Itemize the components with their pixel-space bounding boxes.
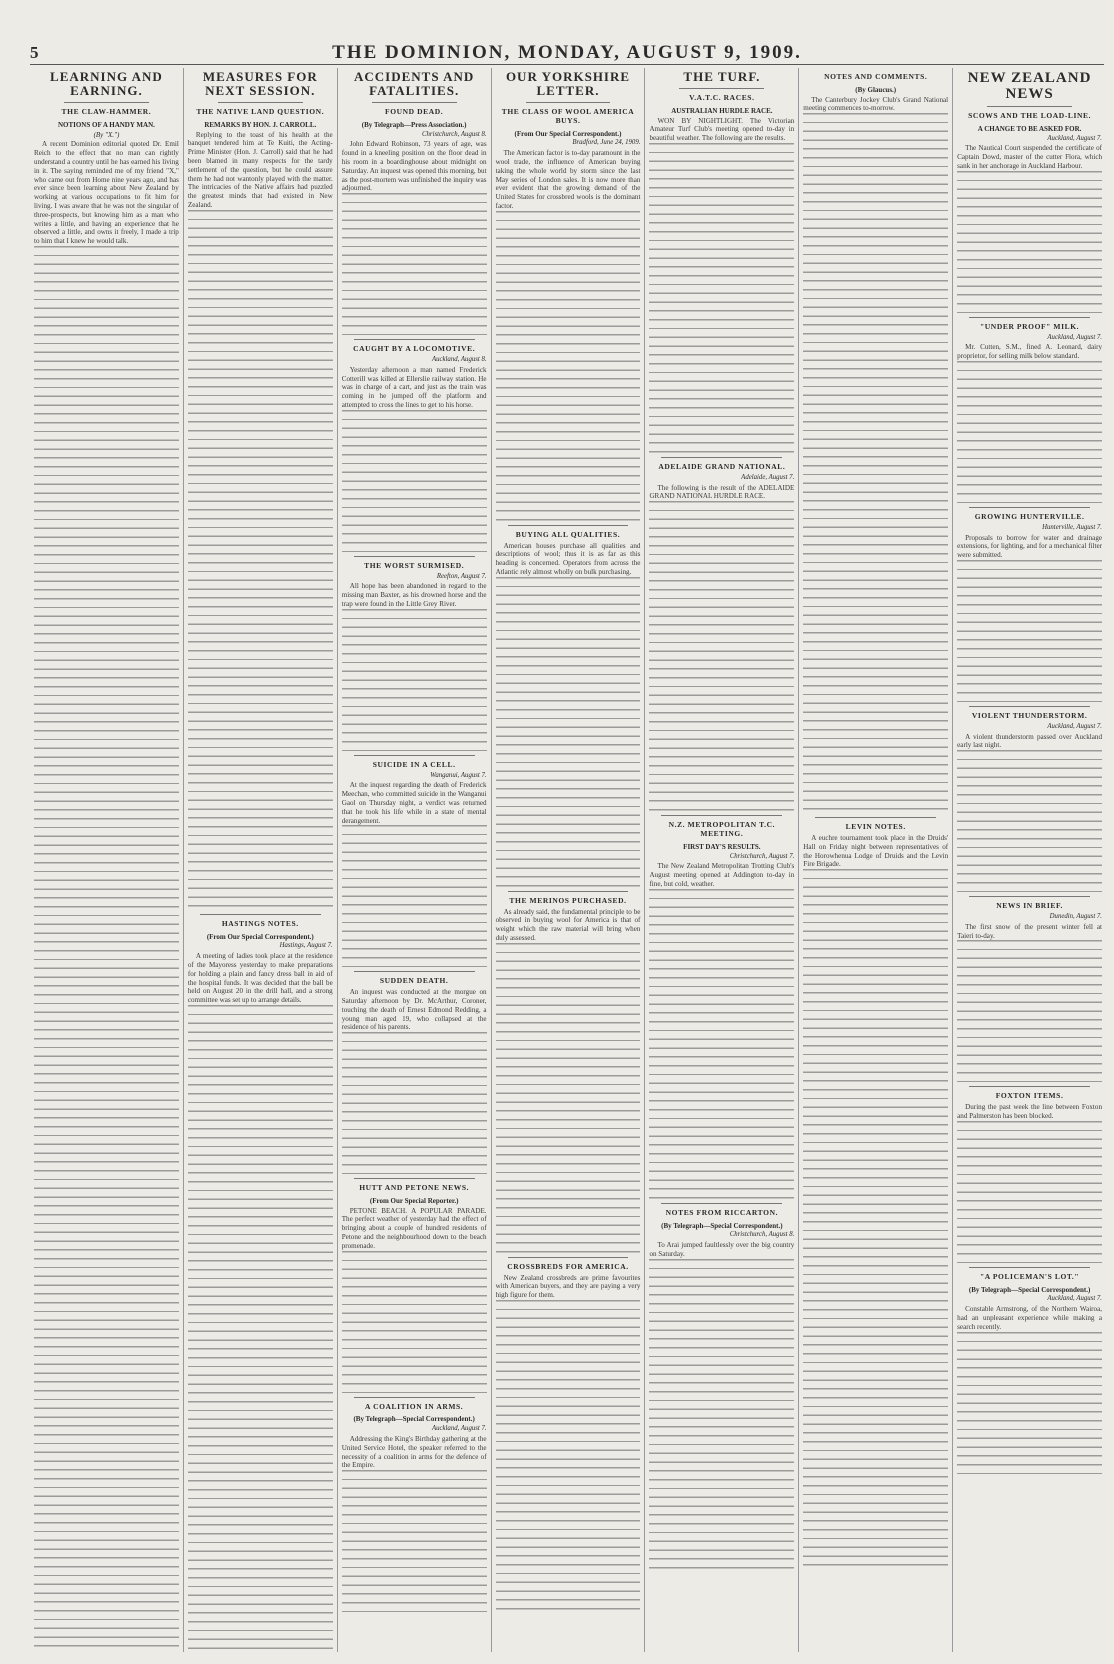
section-title: NEWS IN BRIEF.	[996, 901, 1063, 911]
article-body-continuation	[957, 940, 1102, 1082]
article-body-continuation	[957, 1121, 1102, 1263]
column-headline: ACCIDENTS AND FATALITIES.	[354, 69, 475, 98]
article-body-continuation	[342, 1251, 487, 1393]
article-columns	[30, 68, 1106, 1652]
article-text: Proposals to borrow for water and drainage extensions, for lighting, and for a mechanical filter were submitted.	[957, 533, 1103, 560]
divider	[661, 1203, 782, 1204]
article-body-continuation	[188, 1005, 333, 1652]
column-3	[338, 68, 492, 1652]
article-body-continuation	[342, 1470, 487, 1612]
article-body-continuation	[342, 825, 487, 967]
divider	[218, 102, 303, 103]
section-title: CAUGHT BY A LOCOMOTIVE.	[353, 344, 476, 354]
section-title: GROWING HUNTERVILLE.	[974, 511, 1085, 521]
divider	[354, 339, 475, 340]
section-title: THE CLAW-HAMMER.	[61, 107, 152, 116]
article-text: The Nautical Court suspended the certificate of Captain Dowd, master of the cutter Flora, which sank in her anchorage in Auckland Harbour.	[957, 144, 1103, 170]
section-title: "UNDER PROOF" MILK.	[980, 321, 1080, 331]
divider	[969, 507, 1090, 508]
dateline: Hastings, August 7.	[279, 942, 333, 950]
divider	[661, 457, 782, 458]
section-title: HUTT AND PETONE NEWS.	[359, 1183, 470, 1193]
section-subtitle: FIRST DAY'S RESULTS.	[683, 842, 761, 851]
dateline: Christchurch, August 8.	[422, 130, 487, 138]
section-subtitle: NOTIONS OF A HANDY MAN.	[57, 120, 155, 129]
divider	[354, 1397, 475, 1398]
article-text: A meeting of ladies took place at the residence of the Mayoress yesterday to make preparations for holding a plain and fancy dress ball in aid of the hospital funds. It was decided that the ball be held on August 20 in the drill hall, and a strong committee was set up to arrange details.	[187, 952, 333, 1005]
section-title: THE MERINOS PURCHASED.	[509, 895, 627, 905]
article-text: At the inquest regarding the death of Frederick Meechan, who committed suicide in the Wanganui Gaol on Thursday night, a verdict was returned that he took his life while in a state of mental derangement.	[341, 781, 487, 825]
article-text: The following is the result of the ADELAIDE GRAND NATIONAL HURDLE RACE.	[649, 483, 795, 501]
article-text: The American factor is to-day paramount in the wool trade, the influence of American buying taking the whole world by storm since the last May series of London sales. It is now more than ever evident that the growing demand of the United States for crossbred wools is the dominant factor.	[495, 149, 641, 210]
section-subtitle: (From Our Special Correspondent.)	[514, 129, 622, 138]
divider	[679, 88, 764, 89]
divider	[526, 102, 611, 103]
dateline: Dunedin, August 7.	[1049, 912, 1103, 920]
section-subtitle: (By Telegraph—Press Association.)	[361, 120, 467, 129]
column-headline: LEARNING AND EARNING.	[50, 69, 163, 98]
section-subtitle: (By Telegraph—Special Correspondent.)	[353, 1415, 475, 1424]
divider	[969, 1086, 1090, 1087]
dateline: Auckland, August 7.	[1047, 722, 1103, 730]
article-body-continuation	[649, 143, 794, 453]
divider	[354, 1178, 475, 1179]
column-1	[30, 68, 184, 1652]
section-title: FOUND DEAD.	[385, 107, 444, 116]
section-title: V.A.T.C. RACES.	[689, 93, 755, 102]
divider	[969, 896, 1090, 897]
divider	[200, 914, 321, 915]
divider	[661, 815, 782, 816]
article-text: All hope has been abandoned in regard to the missing man Baxter, as his drowned horse and the trap were found in the Little Grey River.	[341, 582, 487, 608]
dateline: Auckland, August 7.	[1047, 134, 1103, 142]
article-body-continuation	[342, 609, 487, 751]
article-text: Addressing the King's Birthday gathering at the United Service Hotel, the speaker referred to the necessity of a coalition in arms for the defence of the Empire.	[341, 1435, 487, 1470]
article-text: The first snow of the present winter fell at Taieri to-day.	[957, 922, 1103, 940]
section-subtitle: (By Telegraph—Special Correspondent.)	[661, 1221, 783, 1230]
column-4	[492, 68, 646, 1652]
dateline: Christchurch, August 8.	[729, 1231, 795, 1239]
article-text: American houses purchase all qualities and descriptions of wool; thus it is as far as this heading is concerned. Operators from across the Atlantic rely almost wholly on bulk purchasing.	[495, 541, 641, 576]
section-title: ADELAIDE GRAND NATIONAL.	[658, 461, 786, 471]
article-body-continuation	[342, 193, 487, 335]
section-title: VIOLENT THUNDERSTORM.	[971, 710, 1088, 720]
divider	[64, 102, 149, 103]
dateline: Bradford, June 24, 1909.	[572, 139, 641, 147]
section-title: A COALITION IN ARMS.	[365, 1401, 464, 1411]
divider	[354, 755, 475, 756]
article-body-continuation	[803, 869, 948, 1569]
article-body-continuation	[957, 1332, 1102, 1474]
article-text: During the past week the line between Foxton and Palmerston has been blocked.	[957, 1103, 1103, 1120]
article-text: As already said, the fundamental principle to be observed in buying wool for America is that of weight which the raw material will bring when duly assessed.	[495, 907, 641, 942]
column-5	[645, 68, 799, 1652]
section-title: CROSSBREDS FOR AMERICA.	[507, 1261, 629, 1271]
article-body-continuation	[957, 750, 1102, 892]
article-text: PETONE BEACH. A POPULAR PARADE. The perfect weather of yesterday had the effect of bringing about a couple of hundred residents of Petone and the neighbourhood down to the beach promenade.	[341, 1206, 487, 1250]
article-text: Constable Armstrong, of the Northern Wairoa, had an unpleasant experience while making a search recently.	[957, 1305, 1103, 1331]
section-subtitle: (From Our Special Reporter.)	[369, 1196, 459, 1205]
article-body-continuation	[342, 1032, 487, 1174]
divider	[969, 706, 1090, 707]
article-text: John Edward Robinson, 73 years of age, was found in a kneeling position on the floor dead in his room in a boardinghouse about midnight on Saturday. An inquest was opened this morning, but as the post-mortem was unfinished the inquiry was adjourned.	[341, 140, 487, 193]
article-body-continuation	[649, 1259, 794, 1569]
section-title: BUYING ALL QUALITIES.	[515, 529, 621, 539]
divider	[354, 971, 475, 972]
section-title: THE WORST SURMISED.	[364, 560, 465, 570]
section-subtitle: A CHANGE TO BE ASKED FOR.	[977, 124, 1082, 133]
article-text: Yesterday afternoon a man named Frederick Cotterill was killed at Ellerslie railway station. He was in charge of a cart, and just as the train was coming in he jumped off the platform and attempted to cross the lines to get to his horse.	[341, 365, 487, 409]
article-text: A euchre tournament took place in the Druids' Hall on Friday night between representatives of the Horowhenua Lodge of Druids and the Levin Fire Brigade.	[803, 833, 949, 869]
dateline: Reefton, August 7.	[436, 572, 487, 580]
column-headline: MEASURES FOR NEXT SESSION.	[202, 69, 318, 98]
divider	[508, 1257, 629, 1258]
section-title: LEVIN NOTES.	[845, 822, 906, 832]
article-body-continuation	[803, 113, 948, 813]
dateline: Auckland, August 7.	[431, 1425, 487, 1433]
section-title: SCOWS AND THE LOAD-LINE.	[968, 111, 1092, 120]
article-text: A recent Dominion editorial quoted Dr. Emil Reich to the effect that no man can rightly understand a country until he has earned his living in it. The saying reminded me of my friend "X," who came out from Home nine years ago, and has ever since been learning about New Zealand by working at various occupations to fit him for living. I was aware that he was not the singular of three-prospects, but knowing him as a man who writes a little, and having an experience that he observed a little, and owns it freely, I made a trip to him that I knew he would talk.	[34, 140, 179, 246]
page-number: 5	[30, 43, 39, 62]
divider	[815, 817, 936, 818]
column-6	[799, 68, 953, 1652]
column-2	[184, 68, 338, 1652]
article-text: The Canterbury Jockey Club's Grand National meeting commences to-morrow.	[803, 95, 949, 113]
article-body-continuation	[34, 246, 179, 1652]
masthead	[30, 42, 1104, 65]
section-title: "A POLICEMAN'S LOT."	[980, 1271, 1080, 1281]
article-body-continuation	[496, 1300, 641, 1610]
section-title: NOTES FROM RICCARTON.	[665, 1207, 779, 1217]
section-subtitle: (By Telegraph—Special Correspondent.)	[968, 1285, 1091, 1294]
article-text: WON BY NIGHTLIGHT. The Victorian Amateur Turf Club's meeting opened to-day in beautiful weather. The following are the results.	[649, 116, 795, 143]
dateline: Christchurch, August 7.	[729, 852, 795, 860]
article-body-continuation	[342, 410, 487, 552]
section-title: N.Z. METROPOLITAN T.C. MEETING.	[668, 820, 776, 838]
article-text: Replying to the toast of his health at the banquet tendered him at Te Kuiti, the Acting-Prime Minister (Hon. J. Carroll) said that he had been blamed in many respects for the tardy settlement of the question, but he could assure them he had not wantonly played with the matter. The intricacies of the Native affairs had puzzled the greatest minds that had existed in New Zealand.	[187, 130, 333, 209]
article-body-continuation	[649, 889, 794, 1199]
column-headline: OUR YORKSHIRE LETTER.	[505, 69, 631, 98]
dateline: Adelaide, August 7.	[741, 473, 795, 481]
section-title: THE NATIVE LAND QUESTION.	[196, 107, 325, 116]
section-subtitle: AUSTRALIAN HURDLE RACE.	[671, 106, 773, 115]
article-text: The New Zealand Metropolitan Trotting Club's August meeting opened at Addington to-day in fine, but cold, weather.	[649, 862, 795, 888]
article-text: Mr. Cutten, S.M., fined A. Leonard, dairy proprietor, for selling milk below standard.	[957, 343, 1103, 361]
article-body-continuation	[957, 171, 1102, 313]
dateline: Wanganui, August 7.	[430, 771, 487, 779]
divider	[969, 1267, 1090, 1268]
divider	[987, 106, 1072, 107]
section-title: NOTES AND COMMENTS.	[824, 72, 928, 81]
column-7	[953, 68, 1106, 1652]
section-title: HASTINGS NOTES.	[221, 918, 299, 928]
article-text: To Arai jumped faultlessly over the big country on Saturday.	[649, 1241, 795, 1258]
column-headline: THE TURF.	[683, 69, 761, 84]
byline: (By "X.")	[93, 130, 120, 139]
column-headline: NEW ZEALAND NEWS	[967, 70, 1092, 102]
article-body-continuation	[957, 361, 1102, 503]
dateline: Hunterville, August 7.	[1042, 523, 1103, 531]
article-body-continuation	[188, 210, 333, 910]
newspaper-title: THE DOMINION, MONDAY, AUGUST 9, 1909.	[332, 42, 802, 63]
article-body-continuation	[496, 943, 641, 1253]
article-body-continuation	[496, 577, 641, 887]
divider	[508, 891, 629, 892]
section-subtitle: REMARKS BY HON. J. CARROLL.	[204, 120, 317, 129]
divider	[354, 556, 475, 557]
dateline: Auckland, August 7.	[1047, 1295, 1103, 1303]
article-body-continuation	[957, 560, 1102, 702]
section-title: SUICIDE IN A CELL.	[372, 759, 456, 769]
section-subtitle: (From Our Special Correspondent.)	[206, 932, 314, 941]
section-title: FOXTON ITEMS.	[995, 1091, 1064, 1101]
article-text: A violent thunderstorm passed over Auckland early last night.	[957, 732, 1103, 750]
article-text: An inquest was conducted at the morgue on Saturday afternoon by Dr. McArthur, Coroner, touching the death of Ernest Edmond Redding, a young man aged 19, who collapsed at the residence of his parents.	[341, 988, 487, 1032]
divider	[508, 525, 629, 526]
section-title: SUDDEN DEATH.	[379, 976, 449, 986]
section-title: THE CLASS OF WOOL AMERICA BUYS.	[501, 107, 635, 125]
article-text: New Zealand crossbreds are prime favourites with American buyers, and they are paying a very high figure for them.	[495, 1273, 641, 1300]
divider	[372, 102, 457, 103]
divider	[969, 317, 1090, 318]
article-body-continuation	[649, 501, 794, 811]
article-body-continuation	[496, 211, 641, 521]
section-subtitle: (By Glaucus.)	[855, 85, 897, 94]
dateline: Auckland, August 7.	[1047, 333, 1103, 341]
dateline: Auckland, August 8.	[431, 355, 487, 363]
